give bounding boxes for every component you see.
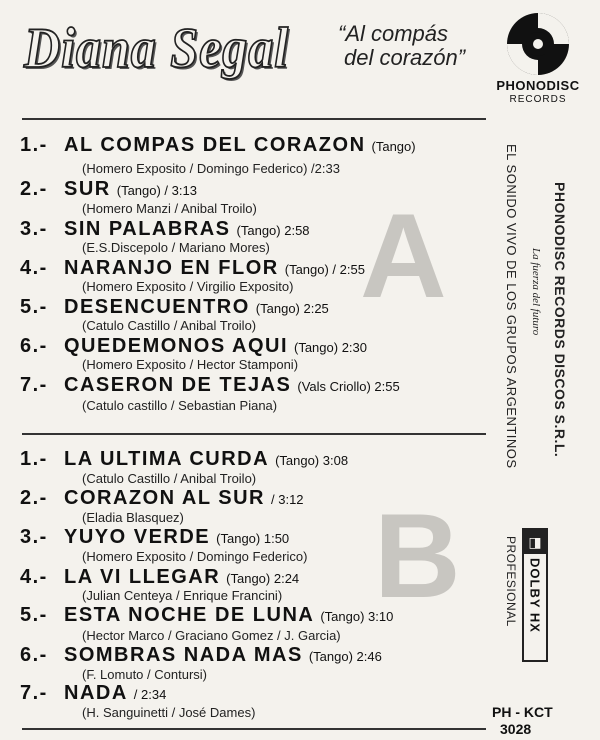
track-meta: (Tango) [371, 139, 416, 154]
track-title: LA ULTIMA CURDA [64, 448, 270, 470]
side-b-track [20, 566, 299, 589]
track-number: 1.- [20, 448, 48, 470]
side-a-track [20, 296, 329, 319]
side-b-track [20, 604, 393, 627]
track-credit: (F. Lomuto / Contursi) [82, 667, 207, 682]
track-meta: (Tango) / 3:13 [116, 183, 197, 198]
album-title-line2: del corazón” [344, 45, 466, 70]
track-credit: (Eladia Blasquez) [82, 510, 184, 525]
track-title: ESTA NOCHE DE LUNA [64, 604, 315, 626]
track-credit: (E.S.Discepolo / Mariano Mores) [82, 240, 270, 255]
album-title [338, 22, 465, 70]
track-number: 7.- [20, 682, 48, 704]
dolby-hx-badge [522, 528, 548, 662]
track-number: 4.- [20, 566, 48, 588]
track-number: 7.- [20, 374, 48, 396]
company-slogan: La fuerza del futuro [530, 248, 542, 336]
track-meta: (Tango) 2:58 [236, 223, 310, 238]
track-credit: (Homero Exposito / Hector Stamponi) [82, 357, 299, 372]
track-credit: (Catulo Castillo / Anibal Troilo) [82, 471, 257, 486]
side-a-letter: A [360, 189, 447, 323]
artist-name: Diana Segal [24, 15, 290, 80]
track-title: CORAZON AL SUR [64, 487, 265, 509]
track-meta: (Tango) 2:24 [226, 571, 300, 586]
company-tagline: EL SONIDO VIVO DE LOS GRUPOS ARGENTINOS [504, 144, 519, 469]
side-a-track [20, 335, 367, 358]
track-title: NARANJO EN FLOR [64, 257, 279, 279]
dolby-icon: ◨ [524, 530, 546, 554]
side-b-track [20, 682, 166, 705]
track-title: SUR [64, 178, 111, 200]
side-b-track [20, 487, 304, 510]
track-number: 6.- [20, 644, 48, 666]
track-meta: (Tango) / 2:55 [284, 262, 365, 277]
track-title: SIN PALABRAS [64, 218, 231, 240]
side-a-track [20, 178, 197, 201]
track-meta: (Tango) 3:10 [320, 609, 394, 624]
track-meta: / 2:34 [133, 687, 167, 702]
track-title: NADA [64, 682, 128, 704]
side-b-track [20, 644, 382, 667]
side-b-track [20, 526, 289, 549]
catalog-code: PH - KCT [492, 704, 553, 720]
track-number: 2.- [20, 178, 48, 200]
track-credit: (H. Sanguinetti / José Dames) [82, 705, 256, 720]
side-a-track [20, 257, 365, 280]
middle-divider [22, 433, 486, 435]
bottom-divider [22, 728, 486, 730]
track-number: 6.- [20, 335, 48, 357]
side-b-track [20, 448, 348, 471]
track-title: SOMBRAS NADA MAS [64, 644, 303, 666]
track-meta: (Tango) 2:25 [255, 301, 329, 316]
track-meta: (Tango) 3:08 [275, 453, 349, 468]
catalog-number: 3028 [500, 721, 532, 737]
track-title: YUYO VERDE [64, 526, 211, 548]
track-credit: (Catulo Castillo / Anibal Troilo) [82, 318, 257, 333]
top-divider [22, 118, 486, 120]
track-meta: (Tango) 2:30 [294, 340, 367, 355]
track-number: 5.- [20, 604, 48, 626]
track-title: QUEDEMONOS AQUI [64, 335, 288, 357]
company-name: PHONODISC RECORDS DISCOS S.R.L. [552, 182, 568, 458]
side-a-track [20, 374, 400, 397]
track-number: 4.- [20, 257, 48, 279]
label-subtitle: RECORDS [509, 94, 567, 105]
track-title: AL COMPAS DEL CORAZON [64, 134, 366, 156]
album-title-line1: “Al compás [338, 21, 449, 46]
track-credit: (Homero Exposito / Domingo Federico) [82, 549, 308, 564]
side-b-letter: B [374, 489, 461, 623]
track-number: 1.- [20, 134, 48, 156]
track-title: CASERON DE TEJAS [64, 374, 292, 396]
track-meta: / 3:12 [271, 492, 304, 507]
profesional-label: PROFESIONAL [504, 536, 518, 627]
label-name: PHONODISC [496, 78, 580, 93]
dolby-label: DOLBY HX [527, 558, 543, 633]
side-a-track [20, 218, 310, 241]
track-title: LA VI LLEGAR [64, 566, 221, 588]
track-meta: (Vals Criollo) 2:55 [297, 379, 400, 394]
track-number: 2.- [20, 487, 48, 509]
track-credit: (Catulo castillo / Sebastian Piana) [82, 398, 278, 413]
side-a-track [20, 134, 416, 157]
track-credit: (Hector Marco / Graciano Gomez / J. Garcia) [82, 628, 341, 643]
track-credit: (Homero Manzi / Anibal Troilo) [82, 201, 257, 216]
track-credit: (Homero Exposito / Virgilio Exposito) [82, 279, 294, 294]
track-number: 3.- [20, 218, 48, 240]
track-meta: (Tango) 1:50 [216, 531, 290, 546]
track-credit: (Julian Centeya / Enrique Francini) [82, 588, 283, 603]
track-title: DESENCUENTRO [64, 296, 250, 318]
track-number: 3.- [20, 526, 48, 548]
track-number: 5.- [20, 296, 48, 318]
track-meta: (Tango) 2:46 [308, 649, 382, 664]
track-credit: (Homero Exposito / Domingo Federico) /2:33 [82, 161, 340, 176]
